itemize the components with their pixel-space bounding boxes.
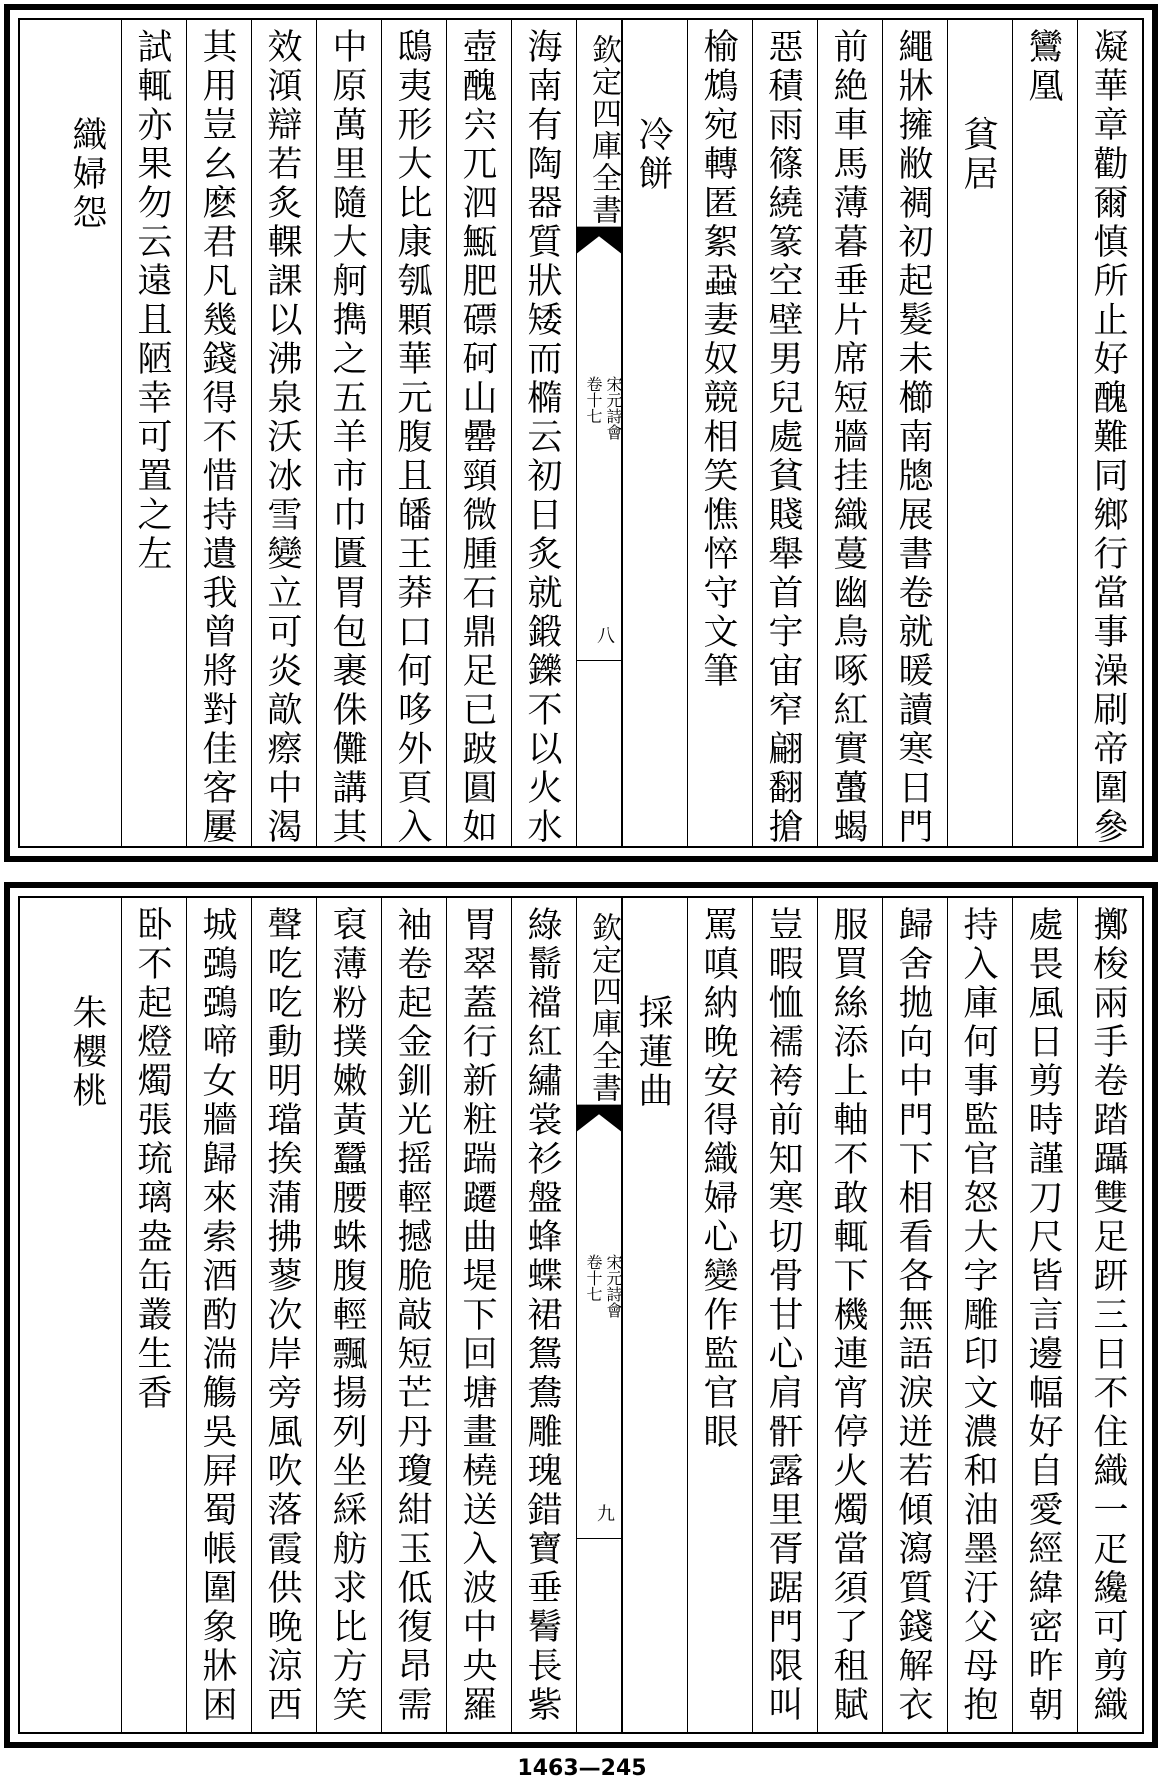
top-left-column-7 bbox=[56, 20, 121, 846]
bottom-right-column-0 bbox=[1077, 898, 1142, 1732]
page-number: 九 bbox=[594, 1504, 615, 1522]
top-page bbox=[4, 4, 1158, 862]
text-column: 處畏風日剪時謹刀尺皆言邊幅好自愛經緯密昨朝 bbox=[1023, 906, 1063, 1725]
bottom-right-column-4 bbox=[817, 898, 882, 1732]
text-column: 惡積雨篠繞篆空壁男兒處貧賤舉首宇宙窄翩翻搶 bbox=[763, 28, 803, 847]
bottom-page-frame bbox=[18, 896, 1144, 1734]
bottom-page bbox=[4, 882, 1158, 1748]
text-column: 城鵶鵶啼女牆歸來索酒酌湍觴吳屛蜀帳圍象牀困 bbox=[197, 906, 237, 1725]
top-left-column-4 bbox=[251, 20, 316, 846]
text-column: 歸舍拋向中門下相看各無語淚迸若傾瀉質錢解衣 bbox=[893, 906, 933, 1725]
top-right-column-3 bbox=[882, 20, 947, 846]
book-volume-label: 宋元詩會 卷十七 bbox=[584, 376, 623, 440]
top-right-column-1 bbox=[1012, 20, 1077, 846]
page-footer-number: 1463—245 bbox=[517, 1756, 647, 1781]
bottom-right-column-3 bbox=[882, 898, 947, 1732]
bottom-left-column-5 bbox=[186, 898, 251, 1732]
top-left-column-5 bbox=[186, 20, 251, 846]
page-number: 八 bbox=[594, 626, 615, 644]
top-left-column-1 bbox=[446, 20, 511, 846]
bottom-right-column-2 bbox=[947, 898, 1012, 1732]
top-left-column-3 bbox=[316, 20, 381, 846]
bottom-left-column-0 bbox=[511, 898, 576, 1732]
fold-divider bbox=[577, 1538, 621, 1539]
text-column: 其用豈幺麽君凡幾錢得不惜持遺我曾將對佳客屢 bbox=[197, 28, 237, 847]
text-column: 鸞凰 bbox=[1023, 28, 1063, 106]
fold-divider bbox=[577, 660, 621, 661]
top-left-column-2 bbox=[381, 20, 446, 846]
poem-title: 朱櫻桃 bbox=[67, 994, 107, 1111]
text-column: 聲吃吃動明璫挨蒲拂蓼次岸旁風吹落霞供晚涼西 bbox=[262, 906, 302, 1725]
poem-title: 貧居 bbox=[958, 116, 998, 194]
poem-title: 冷餅 bbox=[633, 116, 673, 194]
text-column: 胃翠蓋行新粧踹躚曲堤下回塘畫橈送入波中央羅 bbox=[457, 906, 497, 1725]
bottom-right-column-7 bbox=[622, 898, 687, 1732]
text-column: 卧不起燈燭張琉璃盎缶叢生香 bbox=[132, 906, 172, 1413]
text-column: 鴟夷形大比康瓠顆華元腹且皤王莽口何哆外頁入 bbox=[392, 28, 432, 847]
top-right-column-0 bbox=[1077, 20, 1142, 846]
bottom-fold-column bbox=[576, 898, 622, 1732]
bottom-right-column-5 bbox=[752, 898, 817, 1732]
text-column: 壺醜宍兀泗甒肥磦砢山罍頸微腫石鼎足已跛圓如 bbox=[457, 28, 497, 847]
fish-tail-mark-icon bbox=[577, 226, 621, 256]
bottom-left-column-3 bbox=[316, 898, 381, 1732]
top-fold-column bbox=[576, 20, 622, 846]
bottom-right-column-6 bbox=[687, 898, 752, 1732]
text-column: 綠鬋襠紅繡裳衫盤蜂蝶裙鴛鴦雕瑰錯寶垂鬌長紫 bbox=[522, 906, 562, 1725]
poem-title: 織婦怨 bbox=[67, 116, 107, 233]
text-column: 前絶車馬薄暮垂片席短牆挂織蔓幽鳥啄紅實蠆蝎 bbox=[828, 28, 868, 847]
text-column: 試輒亦果勿云遠且陋幸可置之左 bbox=[132, 28, 172, 574]
text-column: 豈暇恤襦袴前知寒切骨甘心肩骭露里胥踞門限叫 bbox=[763, 906, 803, 1725]
top-right-column-2 bbox=[947, 20, 1012, 846]
text-column: 繩牀擁敝裯初起髮未櫛南牕展書卷就暖讀寒日門 bbox=[893, 28, 933, 847]
text-column: 榆鴆宛轉匿絮蝨妻奴競相笑憔悴守文筆 bbox=[698, 28, 738, 691]
series-title: 欽定四庫全書 bbox=[586, 34, 621, 226]
bottom-right-column-1 bbox=[1012, 898, 1077, 1732]
fish-tail-mark-icon bbox=[577, 1104, 621, 1134]
text-column: 擲梭兩手卷踏躡雙足趼三日不住織一疋纔可剪織 bbox=[1088, 906, 1128, 1725]
bottom-left-column-6 bbox=[121, 898, 186, 1732]
poem-title: 採蓮曲 bbox=[633, 994, 673, 1111]
bottom-left-column-4 bbox=[251, 898, 316, 1732]
top-right-column-7 bbox=[622, 20, 687, 846]
text-column: 中原萬里隨大舸擕之五羊市巾匱胃包裹侏儺講其 bbox=[327, 28, 367, 847]
text-column: 持入庫何事監官怒大字雕印文濃和油墨汙父母抱 bbox=[958, 906, 998, 1725]
book-volume-label: 宋元詩會 卷十七 bbox=[584, 1254, 623, 1318]
text-column: 罵嗔納晚安得織婦心變作監官眼 bbox=[698, 906, 738, 1452]
text-column: 海南有陶器質狀矮而橢云初日炙就鍛鑠不以火水 bbox=[522, 28, 562, 847]
text-column: 服買絲添上軸不敢輒下機連宵停火燭當須了租賦 bbox=[828, 906, 868, 1725]
bottom-left-column-1 bbox=[446, 898, 511, 1732]
top-page-frame bbox=[18, 18, 1144, 848]
top-right-column-5 bbox=[752, 20, 817, 846]
text-column: 袖卷起金釧光摇輕撼脆敲短芒丹瓊紺玉低復昂需 bbox=[392, 906, 432, 1725]
top-right-column-6 bbox=[687, 20, 752, 846]
text-column: 效澒辯若炙輠課以沸泉沃冰雪變立可炎歊瘵中渴 bbox=[262, 28, 302, 847]
series-title: 欽定四庫全書 bbox=[586, 912, 621, 1104]
text-column: 凝華章勸爾慎所止好醜難同鄉行當事澡刷帝圍參 bbox=[1088, 28, 1128, 847]
top-left-column-0 bbox=[511, 20, 576, 846]
top-right-column-4 bbox=[817, 20, 882, 846]
text-column: 裒薄粉撲嫩黃蠶腰蛛腹輕飄揚列坐綵舫求比方笑 bbox=[327, 906, 367, 1725]
top-left-column-6 bbox=[121, 20, 186, 846]
bottom-left-column-2 bbox=[381, 898, 446, 1732]
bottom-left-column-7 bbox=[56, 898, 121, 1732]
